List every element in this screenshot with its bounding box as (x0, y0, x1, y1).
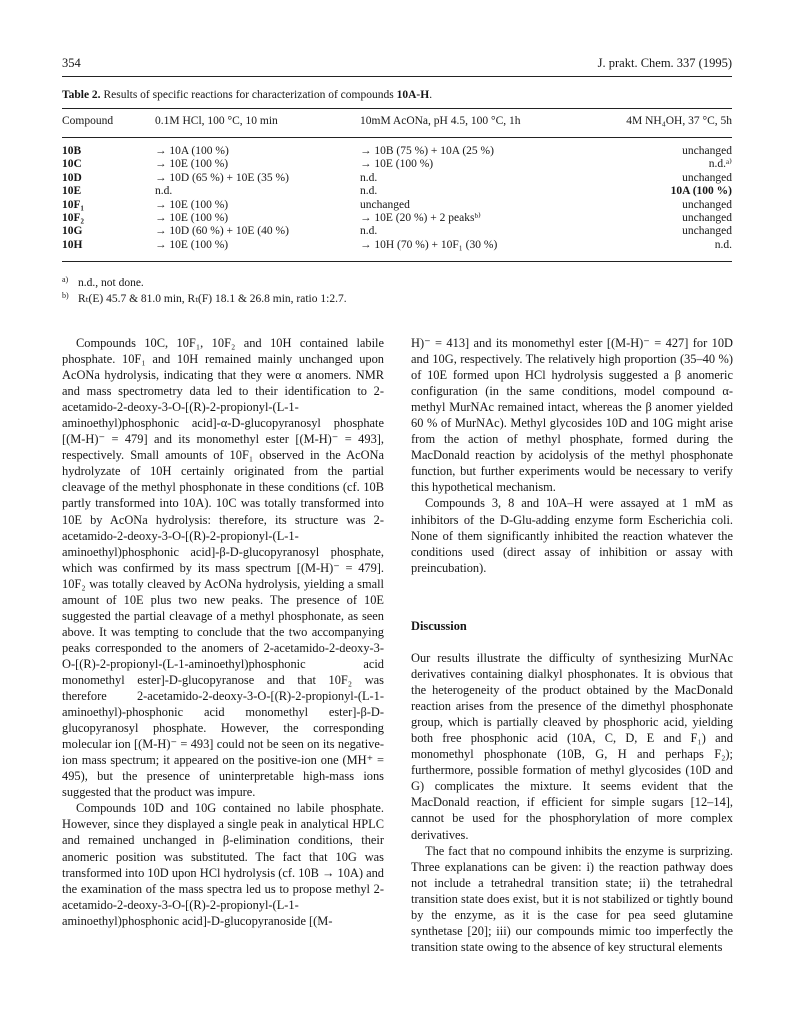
table-row (62, 158, 732, 171)
table-cell-hcl: → 10A (100 %) (155, 145, 229, 157)
table-caption-text: Results of specific reactions for characterization of compounds (100, 89, 397, 101)
table-top-rule (62, 108, 732, 109)
table-cell-acona: → 10E (100 %) (360, 158, 434, 171)
discussion-paragraph: Our results illustrate the difficulty of synthesizing MurNAc derivatives containing dialkyl phosphonates. It is obvious that the heterogeneity of the product obtained by the MacDonald reaction arises from the presence of the dimethyl phosphonate group, which is partially cleaved by phosphoric acid, yielding both free phosphonic acid (10A, C, D, E and F₁) and monomethyl phosphonate (10B, G, H and perhaps F₂); furthermore, possible formation of methyl glycosides (10D and G) complicates the mixture. It seems evident that the MacDonald reaction, if efficient for simple sugars [12–14], cannot be used for the phosphorylation of more complex derivatives. (411, 651, 733, 842)
table-cell-compound: 10G (62, 225, 83, 238)
body-paragraph: Compounds 10C, 10F₁, 10F₂ and 10H contained labile phosphate. 10F₁ and 10H remained mainly unchanged upon AcONa hydrolysis, indicating that they were α anomers. NMR and mass spectrometry data led to their identification to 2-acetamido-2-deoxy-3-O-[(R)-2-propionyl-(L-1-aminoethyl)phosphonic acid]-α-D-glucopyranosyl phosphate [(M-H)⁻ = 479] and its monomethyl ester [(M-H)⁻ = 493], respectively. Small amounts of 10F₁ observed in the AcONa hydrolyzate of 10H certainly originated from the partial cleavage of the methyl phosphonate in these conditions (cf. 10B partly transformed into 10A). 10C was totally transformed into 10E by AcONa hydrolysis: therefore, its structure was 2-acetamido-2-deoxy-3-O-[(R)-2-propionyl-(L-1-aminoethyl)phosphonic acid]-β-D-glucopyranosyl phosphate, which was confirmed by its mass spectrum [(M-H)⁻ = 479]. 10F₂ was totally cleaved by AcONa hydrolysis, yielding a small amount of 10E plus two new peaks. The presence of 10E suggested the partial cleavage of a methyl phosphonate, as seen above. It was tempting to conclude that the two accompanying peaks corresponded to the anomers of 2-acetamido-2-deoxy-3-O-[(R)-2-propionyl-(L-1-aminoethyl)phosphonic acid monomethyl ester]-D-glucopyranose and that 10F₂ was therefore 2-acetamido-2-deoxy-3-O-[(R)-2-propionyl-(L-1-aminoethyl)-phosphonic acid monomethyl ester]-β-D-glucopyranosyl phosphate. However, the corresponding molecular ion [(M-H)⁻ = 493] could not be seen on its negative-ion mass spectrum; it appeared on the positive-ion one (MH⁺ = 495), but the presence of uninterpretable high-mass ions suggested that the product was impure. (62, 336, 384, 800)
table-cell-compound: 10B (62, 145, 82, 157)
table-cell-acona: → 10H (70 %) + 10F₁ (30 %) (360, 238, 498, 251)
table-cell-compound: 10D (62, 171, 82, 184)
table-cell-acona: n.d. (360, 171, 378, 184)
footnote-text: Rₜ(E) 45.7 & 81.0 min, Rₜ(F) 18.1 & 26.8 min, ratio 1:2.7. (78, 293, 347, 305)
table-cell-compound: 10F₂ (62, 211, 84, 224)
table-cell-compound: 10F₁ (62, 198, 84, 211)
table-cell-nh4oh: unchanged (682, 171, 732, 184)
table-cell-compound: 10C (62, 158, 82, 171)
body-left-column (62, 335, 384, 929)
table-cell-acona: unchanged (360, 198, 410, 211)
table-caption-end: . (429, 89, 433, 101)
table-cell-hcl: n.d. (155, 185, 173, 198)
footnote-text: n.d., not done. (78, 277, 144, 289)
header-rule (62, 76, 732, 77)
table-cell-compound: 10H (62, 238, 83, 251)
table-row (62, 172, 732, 185)
table-caption-label: Table 2. (62, 89, 101, 101)
table-header-aconа: 10mM AcONa, pH 4.5, 100 °C, 1h (360, 115, 521, 127)
footnote-mark: a) (62, 275, 69, 284)
table-cell-hcl: → 10E (100 %) (155, 211, 229, 224)
table-cell-nh4oh: unchanged (682, 225, 732, 238)
table-cell-hcl: → 10D (65 %) + 10E (35 %) (155, 171, 289, 184)
body-paragraph-continued: H)⁻ = 413] and its monomethyl ester [(M-H)⁻ = 427] for 10D and 10G, respectively. The relatively high proportion (35–40 %) of 10E formed upon HCl hydrolysis suggested a β anomeric configuration (in the same conditions, model compound α-methyl MurNAc remained intact, whereas the β anomer yielded 60 % of MurNAc). Methyl glycosides 10D and 10G might arise from the action of methyl phosphate, formed during the MacDonald reaction by acidolysis of the methyl phosphonate function, but further experiments would be necessary to verify this hypothetical mechanism. (411, 336, 733, 495)
table-footnote-a (62, 275, 732, 289)
body-paragraph: Compounds 10D and 10G contained no labile phosphate. However, since they displayed a single peak in analytical HPLC and remained unchanged in β-elimination conditions, their anomeric position was substituted. The fact that 10G was transformed into 10D upon HCl hydrolysis (cf. 10B → 10A) and the examination of the mass spectra led us to propose methyl 2-acetamido-2-deoxy-3-O-[(R)-2-propionyl-(L-1-aminoethyl)phosphonic acid]-D-glucopyranoside [(M- (62, 801, 384, 928)
table-row (62, 212, 732, 225)
table-cell-acona: → 10B (75 %) + 10A (25 %) (360, 145, 494, 157)
table-cell-nh4oh: unchanged (682, 198, 732, 211)
footnote-mark: b) (62, 291, 69, 300)
running-header (62, 56, 732, 72)
table-caption-compounds: 10A-H (396, 89, 430, 101)
table-header-rule (62, 137, 732, 138)
table-cell-compound: 10E (62, 185, 82, 198)
table-bottom-rule (62, 261, 732, 262)
discussion-section (411, 650, 733, 955)
page-number: 354 (62, 56, 81, 70)
table-cell-hcl: → 10D (60 %) + 10E (40 %) (155, 225, 289, 238)
table-row (62, 145, 732, 158)
table-cell-hcl: → 10E (100 %) (155, 238, 229, 251)
table-cell-hcl: → 10E (100 %) (155, 158, 229, 171)
table-row (62, 225, 732, 238)
table-header-compound: Compound (62, 115, 114, 127)
table-header-row (62, 115, 732, 131)
table-cell-nh4oh: unchanged (682, 145, 732, 157)
section-heading-discussion: Discussion (411, 619, 467, 633)
table-caption (62, 89, 732, 101)
discussion-paragraph: The fact that no compound inhibits the enzyme is surprizing. Three explanations can be given: i) the reaction pathway does not include a tetrahedral transition state; ii) the tetrahedral transition state does exist, but it is not stabilized or tightly bound by the enzyme, as it is the case for pea seed glutamine synthetase [20]; iii) our compounds mimic too imperfectly the transition state owing to the absence of key structural elements (411, 843, 733, 954)
table-row (62, 239, 732, 252)
body-right-column (411, 335, 733, 576)
table-header-nh4oh: 4M NH₄OH, 37 °C, 5h (626, 115, 732, 127)
table-cell-acona: n.d. (360, 185, 378, 198)
table-cell-nh4oh: unchanged (682, 211, 732, 224)
table-body (62, 145, 732, 252)
body-paragraph: Compounds 3, 8 and 10A–H were assayed at 1 mM as inhibitors of the D-Glu-adding enzyme form Escherichia coli. None of them significantly inhibited the reaction whatever the conditions used (direct assay of inhibition or assay with preincubation). (411, 496, 733, 575)
table-cell-acona: n.d. (360, 225, 378, 238)
table-row (62, 199, 732, 212)
table-cell-hcl: → 10E (100 %) (155, 198, 229, 211)
table-cell-nh4oh: n.d. (714, 238, 732, 251)
journal-reference: J. prakt. Chem. 337 (1995) (597, 56, 732, 70)
table-cell-acona: → 10E (20 %) + 2 peaksᵇ⁾ (360, 211, 481, 224)
table-footnote-b (62, 291, 732, 305)
table-cell-nh4oh: n.d.ᵃ⁾ (708, 158, 732, 171)
table-row (62, 185, 732, 198)
table-header-hcl: 0.1M HCl, 100 °C, 10 min (155, 115, 278, 127)
table-cell-nh4oh: 10A (100 %) (670, 185, 732, 198)
